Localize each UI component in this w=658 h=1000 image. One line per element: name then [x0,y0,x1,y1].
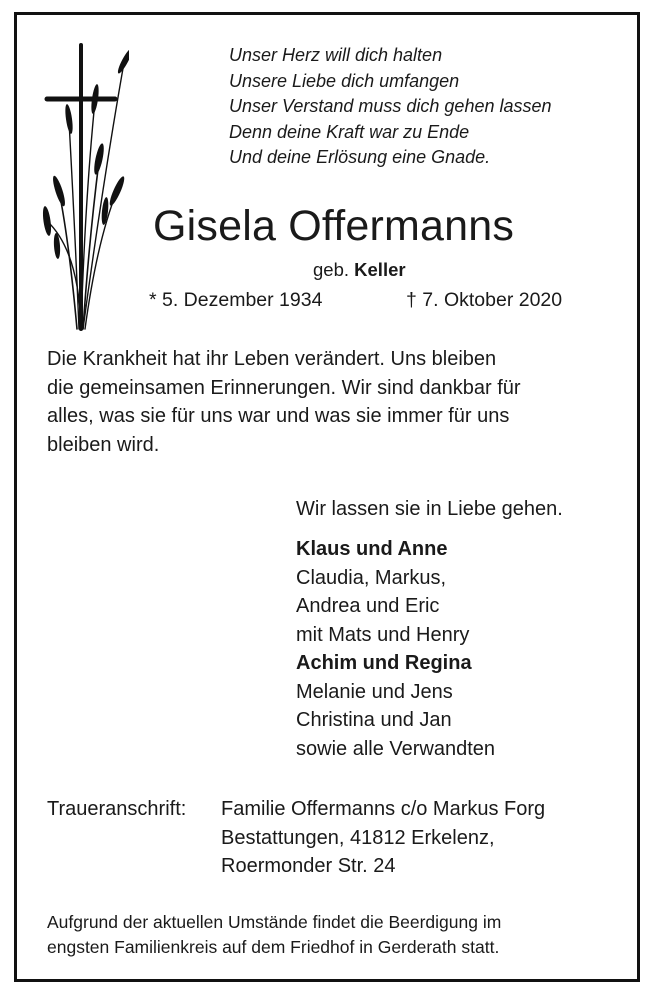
intro-line: bleiben wird. [47,433,160,456]
mourner-line: Klaus und Anne [296,538,448,560]
birth-date: * 5. Dezember 1934 [149,289,323,311]
mourner-line: mit Mats und Henry [296,623,470,646]
intro-line: die gemeinsamen Erinnerungen. Wir sind dankbar für [47,376,521,399]
maiden-name-line [313,258,406,282]
obituary-card [14,12,640,982]
intro-line: alles, was sie für uns war und was sie immer für uns [47,405,510,427]
mourner-line: Andrea und Eric [296,595,440,617]
poem-line: Und deine Erlösung eine Gnade. [229,147,491,167]
mourner-line: Melanie und Jens [296,680,453,703]
mourner-line: sowie alle Verwandten [296,737,496,760]
mourning-address [221,795,545,881]
mourner-line: Claudia, Markus, [296,566,447,589]
intro-line: Die Krankheit hat ihr Leben verändert. Uns bleiben [47,348,497,370]
maiden-name: Keller [354,259,406,280]
address-line: Roermonder Str. 24 [221,855,396,877]
death-date: † 7. Oktober 2020 [406,289,563,311]
deceased-name: Gisela Offermanns [153,202,515,250]
maiden-prefix: geb. [313,259,350,280]
mourners-list [296,535,495,763]
intro-paragraph [47,345,627,459]
mourner-line: Achim und Regina [296,652,472,674]
address-line: Familie Offermanns c/o Markus Forg [221,798,546,820]
poem-line: Unser Herz will dich halten [229,45,443,65]
note-line: engsten Familienkreis auf dem Friedhof in Gerderath statt. [47,937,500,957]
note-line: Aufgrund der aktuellen Umstände findet die Beerdigung im [47,912,502,932]
poem-line: Denn deine Kraft war zu Ende [229,121,470,142]
mourner-line: Christina und Jan [296,709,452,731]
poem-line: Unsere Liebe dich umfangen [229,70,460,91]
address-line: Bestattungen, 41812 Erkelenz, [221,826,495,849]
poem-line: Unser Verstand muss dich gehen lassen [229,96,552,116]
funeral-note [47,910,501,960]
cross-with-wheat-icon [39,41,129,331]
address-label: Traueranschrift: [47,798,187,820]
farewell-line: Wir lassen sie in Liebe gehen. [296,498,563,520]
poem [229,43,629,171]
